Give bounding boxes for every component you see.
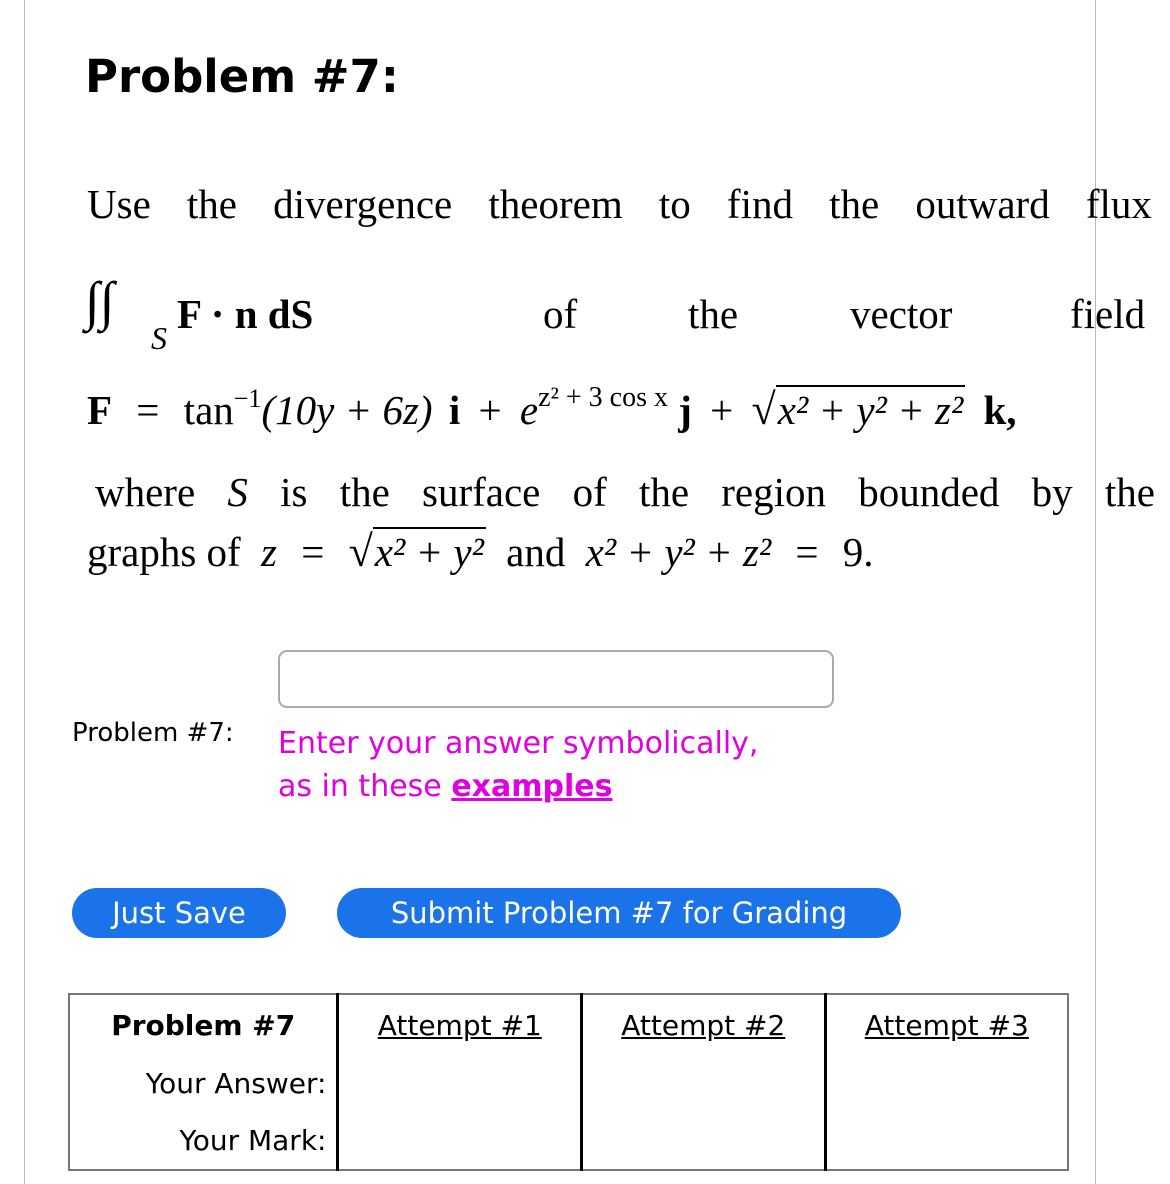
surface-description bbox=[95, 468, 1155, 516]
sphere-radius-value: 9. bbox=[842, 529, 874, 575]
and-word: and bbox=[506, 529, 566, 575]
table-cell bbox=[338, 1055, 582, 1112]
table-cell bbox=[338, 1112, 582, 1170]
plus-sign: + bbox=[710, 387, 734, 433]
surface-word: surface bbox=[422, 469, 541, 515]
intro-word: the bbox=[829, 181, 880, 227]
flux-integral-line bbox=[85, 270, 1155, 360]
table-cell bbox=[825, 1112, 1068, 1170]
sqrt-icon: √ bbox=[751, 385, 776, 434]
row-label-answer: Your Answer: bbox=[69, 1055, 338, 1112]
table-cell bbox=[825, 1055, 1068, 1112]
attempt-header bbox=[582, 994, 826, 1055]
surface-word: where bbox=[95, 469, 196, 515]
equals-sign: = bbox=[795, 529, 819, 575]
problem-intro bbox=[87, 180, 1152, 228]
attempt-header bbox=[825, 994, 1068, 1055]
inverse-exponent: −1 bbox=[233, 384, 262, 414]
graphs-description bbox=[87, 526, 874, 577]
surface-word: of bbox=[572, 469, 607, 515]
surface-word: the bbox=[339, 469, 390, 515]
intro-word: to bbox=[658, 181, 691, 227]
sqrt-radicand: x² + y² bbox=[374, 529, 484, 575]
intro-word: divergence bbox=[273, 181, 453, 227]
intro-word: find bbox=[726, 181, 793, 227]
attempts-table bbox=[68, 993, 1069, 1171]
equals-sign: = bbox=[301, 529, 325, 575]
unit-vector-j: j bbox=[678, 387, 692, 433]
surface-word: the bbox=[1104, 469, 1155, 515]
surface-word: the bbox=[638, 469, 690, 515]
unit-vector-k: k, bbox=[983, 387, 1017, 433]
sqrt-radicand: x² + y² + z² bbox=[777, 387, 964, 433]
attempt-link[interactable]: Attempt #2 bbox=[621, 1008, 786, 1042]
surface-word: region bbox=[721, 469, 827, 515]
table-row bbox=[69, 1112, 1068, 1170]
intro-word: Use bbox=[87, 181, 151, 227]
integrand: F · n dS bbox=[177, 291, 314, 337]
problem-title: Problem #7: bbox=[85, 50, 399, 103]
sqrt-icon: √ bbox=[348, 527, 373, 576]
table-cell bbox=[582, 1112, 826, 1170]
surface-word: is bbox=[280, 469, 308, 515]
trail-word: of bbox=[543, 291, 578, 337]
submit-button[interactable]: Submit Problem #7 for Grading bbox=[337, 888, 901, 938]
unit-vector-i: i bbox=[448, 387, 461, 433]
surface-word: by bbox=[1031, 469, 1073, 515]
answer-problem-label: Problem #7: bbox=[72, 718, 234, 748]
double-integral-icon: ∫∫ bbox=[85, 271, 115, 331]
integral-subscript: S bbox=[151, 320, 167, 356]
square-root bbox=[752, 384, 966, 435]
attempt-link[interactable]: Attempt #3 bbox=[864, 1008, 1029, 1042]
examples-link[interactable]: examples bbox=[451, 769, 613, 804]
plus-sign: + bbox=[478, 387, 502, 433]
intro-word: flux bbox=[1085, 181, 1152, 227]
vector-field-equation bbox=[87, 381, 1017, 435]
trail-word: field bbox=[1070, 291, 1146, 337]
z-variable: z bbox=[260, 529, 277, 575]
table-row bbox=[69, 1055, 1068, 1112]
attempt-header bbox=[338, 994, 582, 1055]
hint-line bbox=[278, 765, 838, 808]
exp-base: e bbox=[519, 387, 539, 433]
answer-hint bbox=[278, 722, 838, 808]
trail-word: vector bbox=[850, 291, 953, 337]
arctan: tan bbox=[183, 387, 234, 433]
square-root bbox=[349, 526, 486, 577]
row-label-mark: Your Mark: bbox=[69, 1112, 338, 1170]
table-header-row bbox=[69, 994, 1068, 1055]
just-save-button[interactable]: Just Save bbox=[72, 888, 286, 938]
graphs-prefix: graphs of bbox=[87, 529, 241, 575]
table-header-problem: Problem #7 bbox=[69, 994, 338, 1055]
intro-word: outward bbox=[915, 181, 1050, 227]
field-symbol: F bbox=[87, 387, 113, 433]
sphere-expression: x² + y² + z² bbox=[585, 529, 772, 575]
attempt-link[interactable]: Attempt #1 bbox=[377, 1008, 542, 1042]
exp-exponent: z² + 3 cos x bbox=[538, 381, 668, 413]
intro-word: theorem bbox=[488, 181, 623, 227]
intro-word: the bbox=[186, 181, 237, 227]
equals-sign: = bbox=[136, 387, 160, 433]
surface-word: bounded bbox=[858, 469, 1000, 515]
arctan-argument: (10y + 6z) bbox=[261, 387, 433, 433]
hint-line: Enter your answer symbolically, bbox=[278, 726, 759, 761]
surface-word: S bbox=[227, 469, 248, 515]
trail-word: the bbox=[688, 291, 739, 337]
answer-input[interactable] bbox=[278, 650, 834, 708]
hint-prefix: as in these bbox=[278, 769, 442, 804]
table-cell bbox=[582, 1055, 826, 1112]
